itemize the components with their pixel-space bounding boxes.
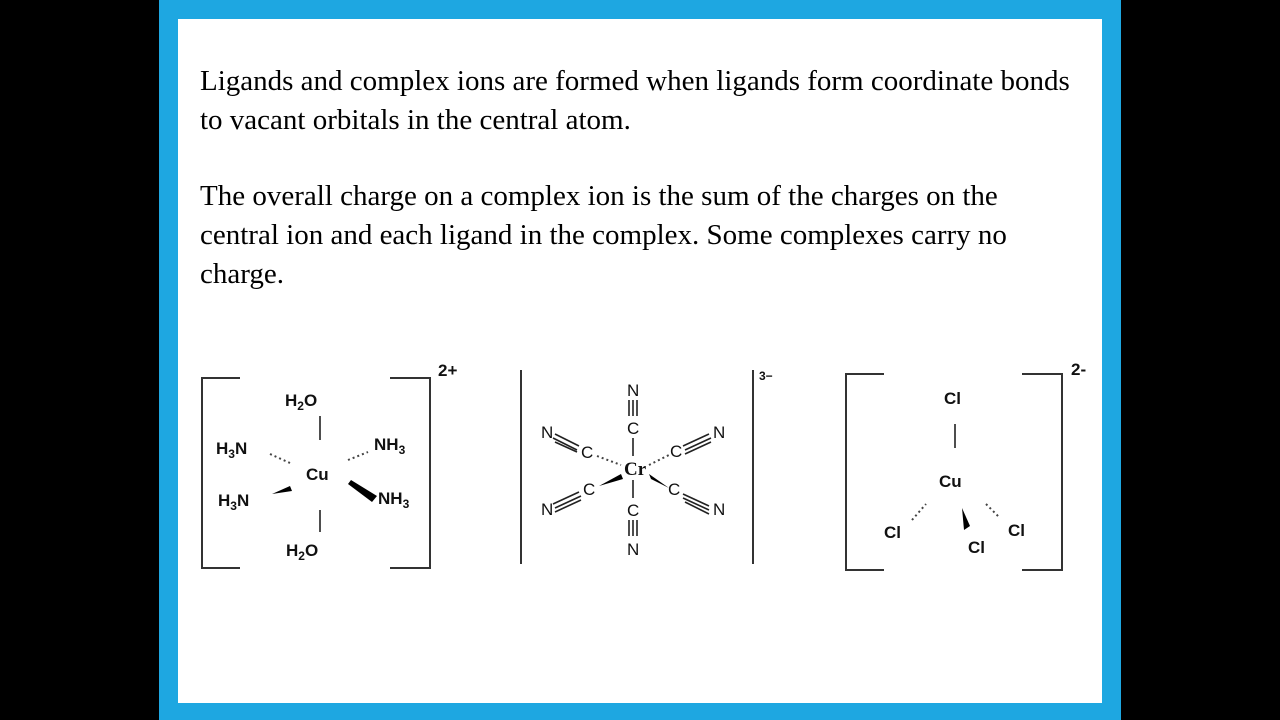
upper-right-triple-bond <box>683 434 711 454</box>
ligand-left-label: Cl <box>884 523 901 542</box>
right-bracket <box>1022 374 1062 570</box>
left-bracket <box>846 374 884 570</box>
charge-label: 2- <box>1071 360 1087 379</box>
bond-front-wedge <box>962 508 970 530</box>
lower-left-carbon-label: C <box>583 480 596 499</box>
upper-right-cr-hashed-bond <box>649 454 671 465</box>
bond-upper-right-dashed <box>348 452 368 460</box>
charge-label: 3− <box>759 369 773 383</box>
ligand-top-label: $H_2O$ <box>285 391 318 413</box>
upper-left-triple-bond <box>553 434 579 452</box>
right-bracket <box>390 378 430 568</box>
center-atom-label: Cr <box>624 459 647 480</box>
lower-right-cr-wedge <box>649 474 669 488</box>
ligand-right-label: Cl <box>1008 521 1025 540</box>
top-carbon-label: C <box>627 419 640 438</box>
ligand-top-label: Cl <box>944 389 961 408</box>
bottom-carbon-label: C <box>627 501 640 520</box>
bottom-nitrogen-label: N <box>627 540 640 559</box>
top-nitrogen-label: N <box>627 381 640 400</box>
copper-ammine-aqua-complex <box>196 350 476 580</box>
lower-left-triple-bond <box>553 492 581 512</box>
lower-right-triple-bond <box>683 494 709 514</box>
upper-left-nitrogen-label: N <box>541 423 554 442</box>
ligand-bottom-label: $H_2O$ <box>286 541 319 563</box>
lower-right-nitrogen-label: N <box>713 500 726 519</box>
lower-left-nitrogen-label: N <box>541 500 554 519</box>
lower-right-carbon-label: C <box>668 480 681 499</box>
bond-right-dashed <box>986 504 1000 518</box>
charge-label: 2+ <box>438 361 458 380</box>
left-bracket <box>202 378 240 568</box>
center-atom-label: Cu <box>306 465 329 484</box>
center-atom-label: Cu <box>939 472 962 491</box>
upper-right-nitrogen-label: N <box>713 423 726 442</box>
upper-left-cr-hashed-bond <box>597 456 621 465</box>
ligand-front-label: Cl <box>968 538 985 557</box>
bond-lower-left-wedge <box>272 486 292 494</box>
bond-upper-left-dashed <box>270 454 290 463</box>
lower-left-cr-wedge <box>599 474 623 486</box>
ligand-lower-left-label: $H_3N$ <box>218 491 250 513</box>
ligand-upper-left-label: $H_3N$ <box>216 439 248 461</box>
bottom-triple-bond <box>629 520 637 536</box>
paragraph-overall-charge: The overall charge on a complex ion is the sum of the charges on the central ion and each ligand in the complex. Some complexes carry no charge. <box>200 180 1007 290</box>
upper-right-carbon-label: C <box>670 442 683 461</box>
bond-lower-right-wedge <box>348 480 377 502</box>
upper-left-carbon-label: C <box>581 443 594 462</box>
ligand-upper-right-label: $NH_3$ <box>374 435 406 457</box>
hexacyanochromate-complex <box>515 350 795 580</box>
tetrachlorocuprate-complex <box>840 350 1110 580</box>
paragraph-ligands-definition: Ligands and complex ions are formed when ligands form coordinate bonds to vacant orbitals in the central atom. <box>200 65 1070 136</box>
ligand-lower-right-label: $NH_3$ <box>378 489 410 511</box>
top-triple-bond <box>629 400 637 416</box>
bond-left-dashed <box>912 504 926 520</box>
